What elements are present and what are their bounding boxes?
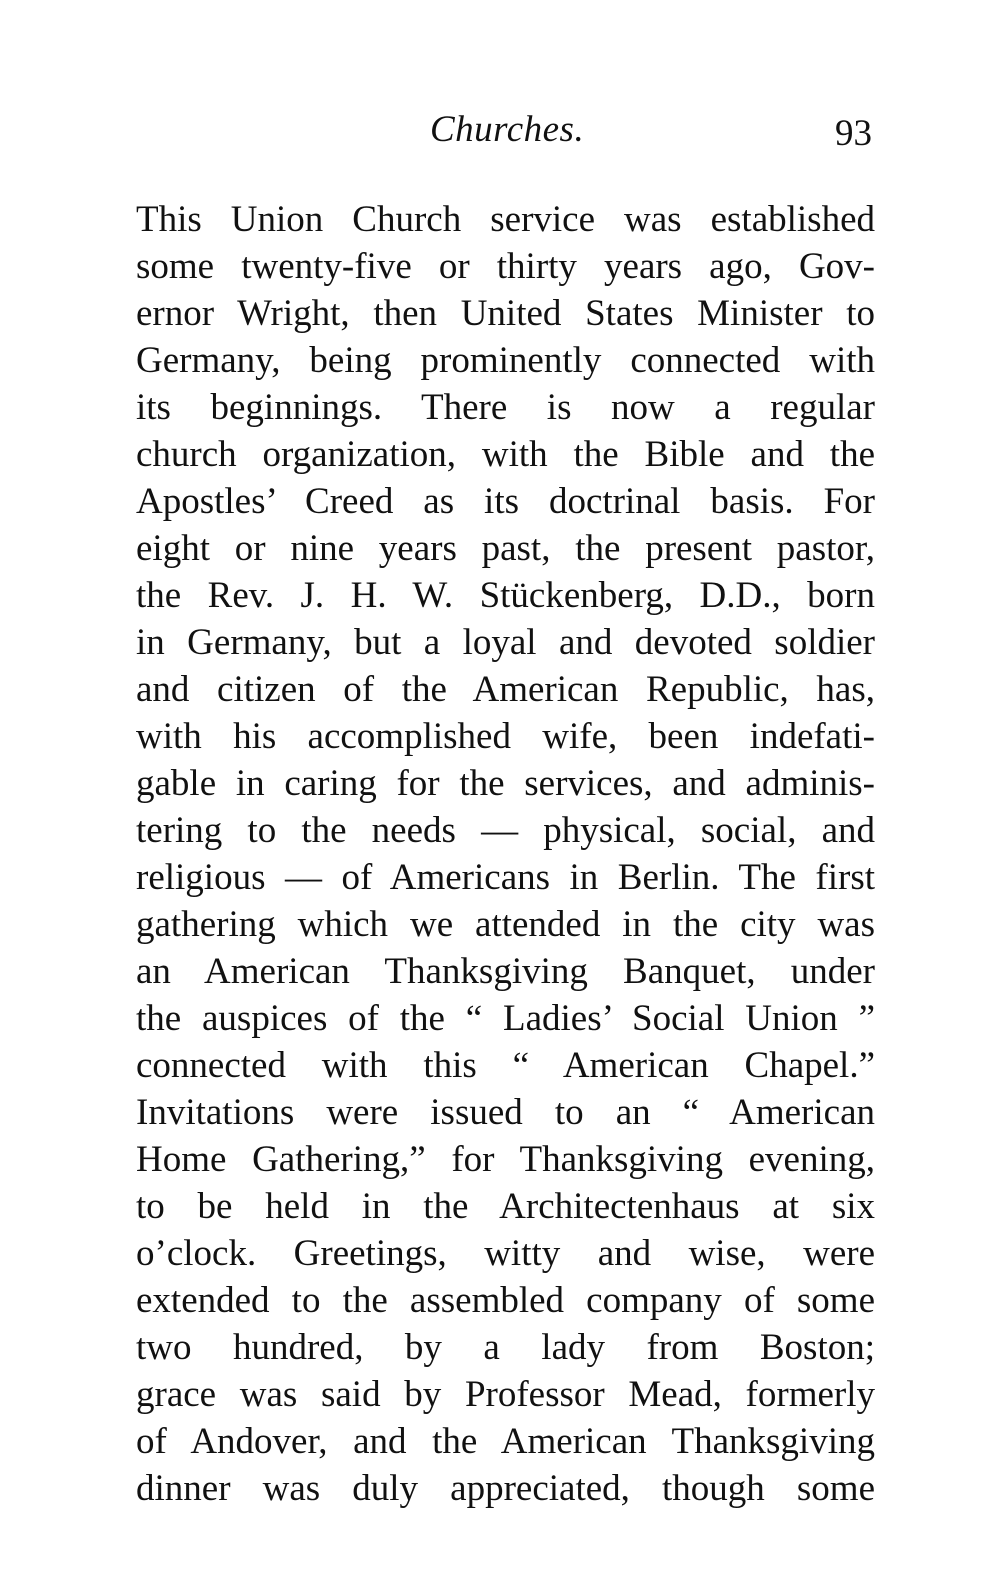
text-line: some twenty-five or thirty years ago, Gov-	[136, 246, 875, 287]
text-line: the auspices of the “ Ladies’ Social Union ”	[136, 998, 875, 1039]
text-line: extended to the assembled company of some	[136, 1280, 875, 1321]
text-line: connected with this “ American Chapel.”	[136, 1045, 875, 1086]
text-line: two hundred, by a lady from Boston;	[136, 1327, 875, 1368]
text-line: eight or nine years past, the present pastor,	[136, 528, 875, 569]
text-line: Apostles’ Creed as its doctrinal basis. For	[136, 481, 875, 522]
text-line: of Andover, and the American Thanksgiving	[136, 1421, 875, 1462]
text-line: This Union Church service was established	[136, 199, 875, 240]
text-line: with his accomplished wife, been indefati-	[136, 716, 875, 757]
text-line: its beginnings. There is now a regular	[136, 387, 875, 428]
chapter-title: Churches.	[430, 109, 585, 150]
text-line: in Germany, but a loyal and devoted soldier	[136, 622, 875, 663]
page-number: 93	[835, 113, 872, 154]
text-line: gathering which we attended in the city was	[136, 904, 875, 945]
text-line: religious — of Americans in Berlin. The first	[136, 857, 875, 898]
text-line: to be held in the Architectenhaus at six	[136, 1186, 875, 1227]
text-line: dinner was duly appreciated, though some	[136, 1468, 875, 1509]
text-line: ernor Wright, then United States Minister to	[136, 293, 875, 334]
text-line: Invitations were issued to an “ American	[136, 1092, 875, 1133]
text-line: tering to the needs — physical, social, and	[136, 810, 875, 851]
body-text	[136, 196, 875, 1512]
text-line: gable in caring for the services, and adminis-	[136, 763, 875, 804]
text-line: o’clock. Greetings, witty and wise, were	[136, 1233, 875, 1274]
text-line: grace was said by Professor Mead, formerly	[136, 1374, 875, 1415]
text-line: and citizen of the American Republic, has,	[136, 669, 875, 710]
text-line: an American Thanksgiving Banquet, under	[136, 951, 875, 992]
text-line: the Rev. J. H. W. Stückenberg, D.D., born	[136, 575, 875, 616]
text-line: Home Gathering,” for Thanksgiving evening,	[136, 1139, 875, 1180]
running-head	[0, 108, 1000, 158]
text-line: church organization, with the Bible and the	[136, 434, 875, 475]
text-line: Germany, being prominently connected with	[136, 340, 875, 381]
